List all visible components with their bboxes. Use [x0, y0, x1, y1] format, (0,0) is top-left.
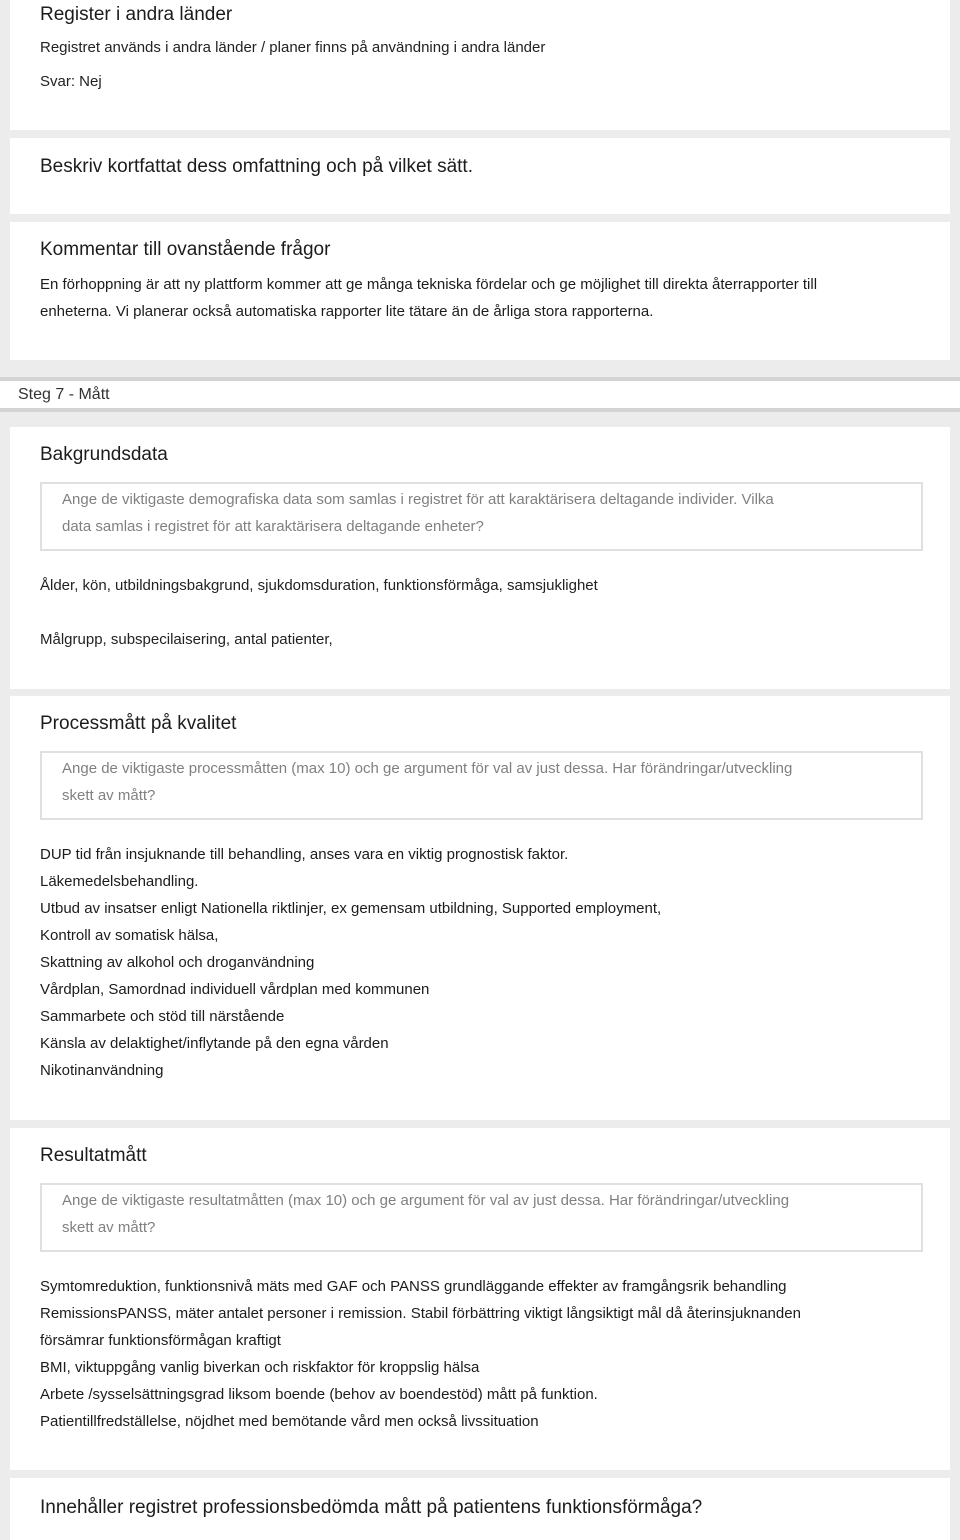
question-title: Resultatmått: [40, 1145, 147, 1166]
help-box: [40, 1183, 923, 1252]
question-title: Register i andra länder: [40, 4, 233, 25]
list-item: Arbete /sysselsättningsgrad liksom boende (behov av boendestöd) mått på funktion.: [40, 1386, 598, 1403]
list-item: Utbud av insatser enligt Nationella riktlinjer, ex gemensam utbildning, Supported employment,: [40, 900, 662, 917]
section-label: Steg 7 - Mått: [18, 386, 110, 403]
list-item: försämrar funktionsförmågan kraftigt: [40, 1332, 281, 1349]
answer-text: Ålder, kön, utbildningsbakgrund, sjukdomsduration, funktionsförmåga, samsjuklighet: [40, 577, 598, 594]
card-bakgrundsdata: [10, 427, 950, 689]
list-item: Symtomreduktion, funktionsnivå mäts med GAF och PANSS grundläggande effekter av framgångsrik behandling: [40, 1278, 787, 1295]
list-item: Känsla av delaktighet/inflytande på den egna vården: [40, 1035, 389, 1052]
help-line: Ange de viktigaste demografiska data som samlas i registret för att karaktärisera deltagande individer. Vilka: [62, 491, 774, 508]
answer-list: [40, 1273, 930, 1435]
question-title: Kommentar till ovanstående frågor: [40, 239, 331, 260]
help-line: data samlas i registret för att karaktärisera deltagande enheter?: [62, 518, 484, 535]
help-box: [40, 751, 923, 820]
list-item: Kontroll av somatisk hälsa,: [40, 927, 219, 944]
list-item: DUP tid från insjuknande till behandling, anses vara en viktig prognostisk faktor.: [40, 846, 569, 863]
list-item: BMI, viktuppgång vanlig biverkan och riskfaktor för kroppslig hälsa: [40, 1359, 480, 1376]
answer-text: Svar: Nej: [40, 73, 102, 90]
help-line: Ange de viktigaste processmåtten (max 10) och ge argument för val av just dessa. Har förändringar/utveckling: [62, 760, 793, 777]
card-register-andra-lander: [10, 0, 950, 130]
help-line: skett av mått?: [62, 787, 156, 804]
card-professionsbedomda-matt: [10, 1478, 950, 1540]
question-title: Innehåller registret professionsbedömda mått på patientens funktionsförmåga?: [40, 1497, 703, 1518]
help-line: skett av mått?: [62, 1219, 156, 1236]
help-line: Ange de viktigaste resultatmåtten (max 10) och ge argument för val av just dessa. Har förändringar/utveckling: [62, 1192, 790, 1209]
list-item: Patientillfredställelse, nöjdhet med bemötande vård men också livssituation: [40, 1413, 539, 1430]
help-box: [40, 482, 923, 551]
question-title: Bakgrundsdata: [40, 444, 168, 465]
question-title: Processmått på kvalitet: [40, 713, 237, 734]
card-beskriv-omfattning: [10, 138, 950, 214]
answer-list: [40, 841, 930, 1084]
section-header-steg-7: [0, 377, 960, 412]
card-processmatt: [10, 696, 950, 1120]
list-item: Nikotinanvändning: [40, 1062, 164, 1079]
question-title: Beskriv kortfattat dess omfattning och på vilket sätt.: [40, 156, 473, 177]
answer-text: Målgrupp, subspecilaisering, antal patienter,: [40, 631, 333, 648]
card-resultatmatt: [10, 1128, 950, 1470]
card-kommentar: [10, 222, 950, 360]
list-item: Sammarbete och stöd till närstående: [40, 1008, 285, 1025]
comment-text: [40, 271, 930, 325]
list-item: Vårdplan, Samordnad individuell vårdplan med kommunen: [40, 981, 430, 998]
question-text: Registret används i andra länder / planer finns på användning i andra länder: [40, 39, 546, 56]
comment-line: enheterna. Vi planerar också automatiska rapporter lite tätare än de årliga stora rapporterna.: [40, 303, 654, 320]
list-item: Skattning av alkohol och droganvändning: [40, 954, 315, 971]
list-item: RemissionsPANSS, mäter antalet personer i remission. Stabil förbättring viktigt långsiktigt mål då återinsjuknanden: [40, 1305, 801, 1322]
list-item: Läkemedelsbehandling.: [40, 873, 199, 890]
comment-line: En förhoppning är att ny plattform kommer att ge många tekniska fördelar och ge möjlighet till direkta återrapporter till: [40, 276, 818, 293]
